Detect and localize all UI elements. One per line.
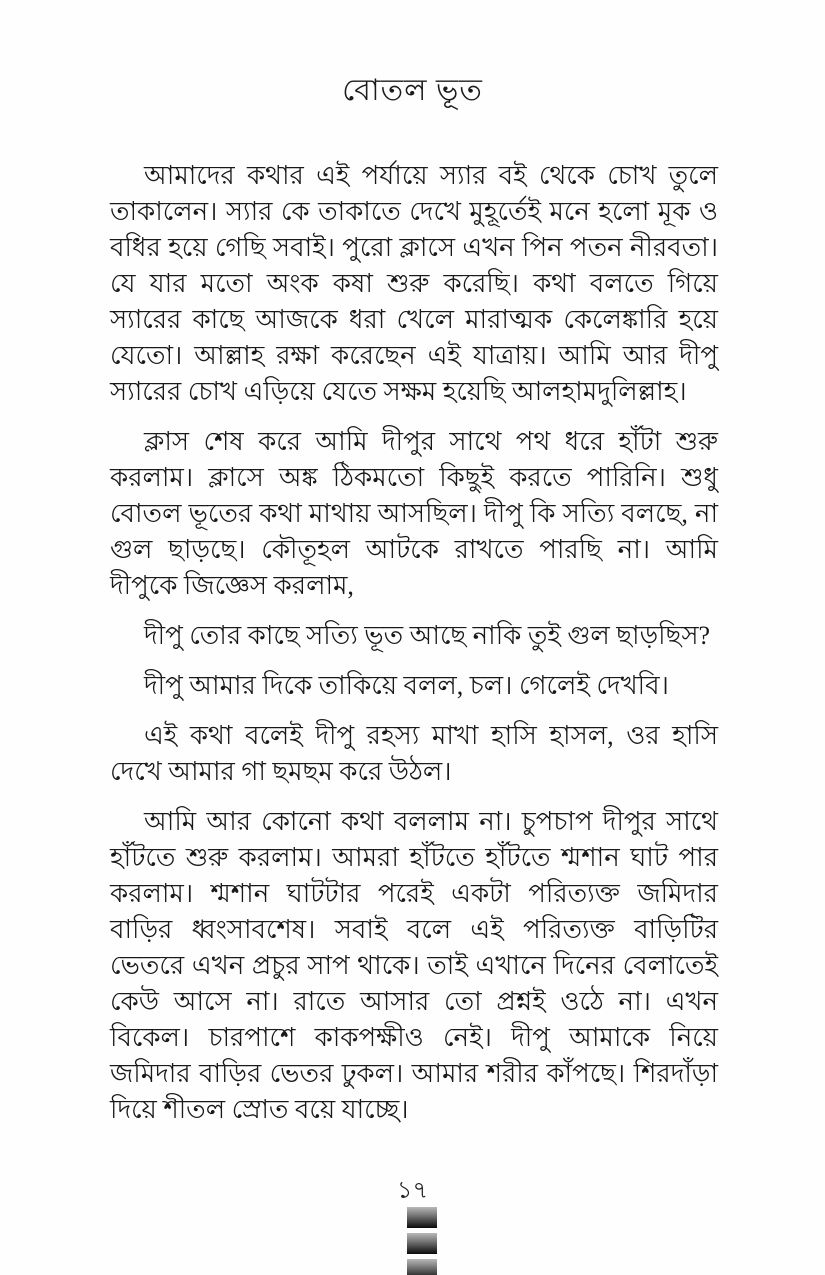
paragraph-dialogue: দীপু আমার দিকে তাকিয়ে বলল, চল। গেলেই দেখবি। bbox=[144, 671, 669, 700]
paragraph: আমাদের কথার এই পর্যায়ে স্যার বই থেকে চোখ তুলে তাকালেন। স্যার কে তাকাতে দেখে মুহূর্তেই মনে হলো মূক ও বধির হয়ে গেছি সবাই। পুরো ক্লাসে এখন পিন পতন নীরবতা। যে যার মতো অংক কষা শুরু করেছি। কথা বলতে গিয়ে স্যারের কাছে আজকে ধরা খেলে মারাত্মক কেলেঙ্কারি হয়ে যেতো। আল্লাহ রক্ষা করেছেন এই যাত্রায়। আমি আর দীপু স্যারের চোখ এড়িয়ে যেতে সক্ষম হয়েছি আলহামদুলিল্লাহ। bbox=[110, 161, 718, 406]
page-title: বোতল ভূত bbox=[342, 74, 483, 107]
paragraph: আমি আর কোনো কথা বললাম না। চুপচাপ দীপুর সাথে হাঁটতে শুরু করলাম। আমরা হাঁটতে হাঁটতে শ্মশান ঘাট পার করলাম। শ্মশান ঘাটটার পরেই একটা পরিত্যক্ত জমিদার বাড়ির ধ্বংসাবশেষ। সবাই বলে এই পরিত্যক্ত বাড়িটির ভেতরে এখন প্রচুর সাপ থাকে। তাই এখানে দিনের বেলাতেই কেউ আসে না। রাতে আসার তো প্রশ্নই ওঠে না। এখন বিকেল। চারপাশে কাকপক্ষীও নেই। দীপু আমাকে নিয়ে জমিদার বাড়ির ভেতর ঢুকল। আমার শরীর কাঁপছে। শিরদাঁড়া দিয়ে শীতল স্রোত বয়ে যাচ্ছে। bbox=[110, 807, 718, 1124]
paragraph-dialogue: দীপু তোর কাছে সত্যি ভূত আছে নাকি তুই গুল ছাড়ছিস? bbox=[144, 621, 711, 650]
print-mark bbox=[407, 1207, 437, 1228]
print-mark bbox=[407, 1259, 437, 1275]
paragraph: এই কথা বলেই দীপু রহস্য মাখা হাসি হাসল, ওর হাসি দেখে আমার গা ছমছম করে উঠল। bbox=[110, 721, 718, 786]
paragraph: ক্লাস শেষ করে আমি দীপুর সাথে পথ ধরে হাঁটা শুরু করলাম। ক্লাসে অঙ্ক ঠিকমতো কিছুই করতে পারিনি। শুধু বোতল ভূতের কথা মাথায় আসছিল। দীপু কি সত্যি বলছে, না গুল ছাড়ছে। কৌতূহল আটকে রাখতে পারছি না। আমি দীপুকে জিজ্ঞেস করলাম, bbox=[110, 427, 718, 600]
print-registration-marks bbox=[407, 1207, 437, 1275]
page-number: ১৭ bbox=[396, 1178, 429, 1204]
page-body bbox=[110, 158, 718, 1142]
print-mark bbox=[407, 1233, 437, 1254]
